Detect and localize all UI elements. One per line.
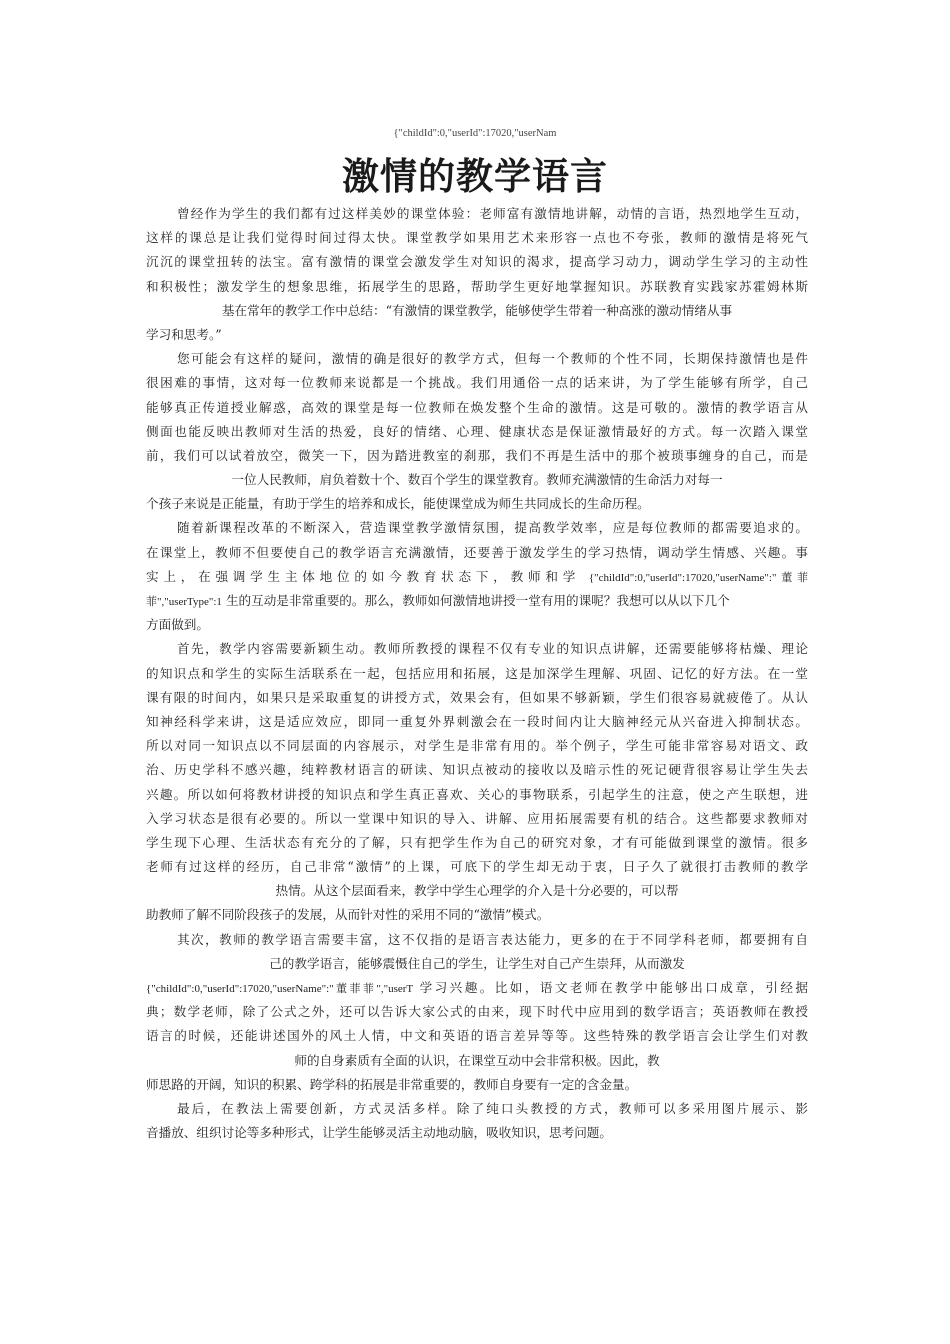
paragraph-line: 治、历史学科不感兴趣，纯粹教材语言的研读、知识点被动的接收以及暗示性的死记硬背很容易让学生失去 bbox=[146, 762, 808, 778]
paragraph-line: 基在常年的教学工作中总结：“有激情的课堂教学，能够使学生带着一种高涨的激动情绪从事 bbox=[221, 302, 733, 318]
paragraph-line: 首先，教学内容需要新颖生动。教师所教授的课程不仅有专业的知识点讲解，还需要能够将枯燥、理论 bbox=[177, 641, 808, 657]
paragraph-line: 助教师了解不同阶段孩子的发展，从而针对性的采用不同的“激情”模式。 bbox=[146, 907, 550, 923]
paragraph-line: 曾经作为学生的我们都有过这样美妙的课堂体验：老师富有激情地讲解，动情的言语，热烈地学生互动， bbox=[177, 206, 808, 221]
paragraph-line: 的知识点和学生的实际生活联系在一起，包括应用和拓展，这是加深学生理解、巩固、记忆的好方法。在一堂 bbox=[146, 665, 808, 681]
paragraph-line: 兴趣。所以如何将教材讲授的知识点和学生真正喜欢、关心的事物联系，引起学生的注意，使之产生联想，进 bbox=[146, 786, 808, 802]
paragraph-line: 在课堂上，教师不但要使自己的教学语言充满激情，还要善于激发学生的学习热情，调动学生情感、兴趣。事 bbox=[146, 544, 808, 560]
paragraph-line: 师的自身素质有全面的认识，在课堂互动中会非常积极。因此，教 bbox=[294, 1052, 660, 1068]
paragraph-line: 和积极性；激发学生的想象思维，拓展学生的思路，帮助学生更好地掌握知识。苏联教育实践家苏霍姆林斯 bbox=[146, 278, 808, 294]
paragraph-line: 能够真正传道授业解惑，高效的课堂是每一位教师在焕发整个生命的激情。这是可敬的。激情的教学语言从 bbox=[146, 399, 808, 415]
paragraph-line: 入学习状态是很有必要的。所以一堂课中知识的导入、讲解、应用拓展需要有机的结合。这些都要求教师对 bbox=[146, 810, 808, 826]
paragraph-line: 典；数学老师，除了公式之外，还可以告诉大家公式的由来，现下时代中应用到的数学语言；英语教师在教授 bbox=[146, 1004, 808, 1020]
paragraph-line: 很困难的事情，这对每一位教师来说都是一个挑战。我们用通俗一点的话来讲，为了学生能够有所学，自己 bbox=[146, 375, 808, 391]
embedded-metadata: {"childId":0,"userId":17020,"userName":"董菲 bbox=[588, 571, 808, 584]
paragraph-line: 沉沉的课堂扭转的法宝。富有激情的课堂会激发学生对知识的渴求，提高学习动力，调动学生学习的主动性 bbox=[146, 254, 808, 270]
paragraph-line: 最后，在教法上需要创新，方式灵活多样。除了纯口头教授的方式，教师可以多采用图片展示、影 bbox=[177, 1100, 808, 1116]
paragraph-line bbox=[146, 976, 808, 1000]
paragraph-line: 一位人民教师，肩负着数十个、数百个学生的课堂教育。教师充满激情的生命活力对每一 bbox=[231, 472, 723, 488]
paragraph-line: 知神经科学来讲，这是适应效应，即同一重复外界刺激会在一段时间内让大脑神经元从兴奋进入抑制状态。 bbox=[146, 713, 808, 729]
embedded-metadata: {"childId":0,"userId":17020,"userName":"董菲菲","userT bbox=[146, 983, 414, 995]
paragraph-line: 其次，教师的教学语言需要丰富，这不仅指的是语言表达能力，更多的在于不同学科老师，都要拥有自 bbox=[177, 931, 808, 947]
embedded-metadata: 菲","userType":1 bbox=[146, 596, 222, 608]
paragraph-line: 前，我们可以试着放空，微笑一下，因为踏进教室的刹那，我们不再是生活中的那个被琐事缠身的自己，而是 bbox=[146, 447, 808, 463]
paragraph-line: 您可能会有这样的疑问，激情的确是很好的教学方式，但每一个教师的个性不同，长期保持激情也是件 bbox=[177, 351, 808, 367]
paragraph-text: 生的互动是非常重要的。那么，教师如何激情地讲授一堂有用的课呢？我想可以从以下几个 bbox=[225, 593, 730, 608]
paragraph-line: 个孩子来说是正能量，有助于学生的培养和成长，能使课堂成为师生共同成长的生命历程。 bbox=[146, 496, 650, 512]
paragraph-line: 随着新课程改革的不断深入，营造课堂教学激情氛围，提高教学效率，应是每位教师的都需要追求的。 bbox=[177, 520, 808, 536]
document-title: 激情的教学语言 bbox=[342, 155, 608, 198]
paragraph-line: 所以对同一知识点以不同层面的内容展示，对学生是非常有用的。举个例子，学生可能非常容易对语文、政 bbox=[146, 738, 808, 754]
paragraph-line: 学习和思考。” bbox=[146, 326, 222, 342]
paragraph-line: 方面做到。 bbox=[146, 617, 209, 633]
paragraph-line: 音播放、组织讨论等多种形式，让学生能够灵活主动地动脑，吸收知识，思考问题。 bbox=[146, 1125, 612, 1141]
paragraph-line: 这样的课总是让我们觉得时间过得太快。课堂教学如果用艺术来形容一点也不夸张，教师的激情是将死气 bbox=[146, 230, 808, 246]
paragraph-line: 热情。从这个层面看来，教学中学生心理学的介入是十分必要的，可以帮 bbox=[275, 883, 679, 899]
paragraph-line: 学生现下心理、生活状态有充分的了解，只有把学生作为自己的研究对象，才有可能做到课堂的激情。很多 bbox=[146, 834, 808, 850]
paragraph-line bbox=[146, 589, 808, 613]
paragraph-line: 侧面也能反映出教师对生活的热爱，良好的情绪、心理、健康状态是保证激情最好的方式。每一次踏入课堂 bbox=[146, 423, 808, 439]
header-metadata: {"childId":0,"userId":17020,"userNam bbox=[393, 128, 557, 139]
paragraph-line: 语言的时候，还能讲述国外的风土人情，中文和英语的语言差异等等。这些特殊的教学语言会让学生们对教 bbox=[146, 1028, 808, 1044]
paragraph-text: 学习兴趣。比如，语文老师在教学中能够出口成章，引经据 bbox=[419, 980, 808, 995]
paragraph-line bbox=[146, 565, 808, 589]
paragraph-line: 己的教学语言，能够震慑住自己的学生，让学生对自己产生崇拜，从而激发 bbox=[269, 955, 685, 971]
paragraph-text: 实上，在强调学生主体地位的如今教育状态下，教师和学 bbox=[146, 568, 581, 584]
paragraph-line: 课有限的时间内，如果只是采取重复的讲授方式，效果会有，但如果不够新颖，学生们很容易就疲倦了。从认 bbox=[146, 689, 808, 705]
paragraph-line: 老师有过这样的经历，自己非常“激情”的上课，可底下的学生却无动于衷，日子久了就很打击教师的教学 bbox=[146, 859, 808, 875]
document-body bbox=[146, 202, 808, 1145]
paragraph-line: 师思路的开阔，知识的积累、跨学科的拓展是非常重要的，教师自身要有一定的含金量。 bbox=[146, 1076, 638, 1092]
